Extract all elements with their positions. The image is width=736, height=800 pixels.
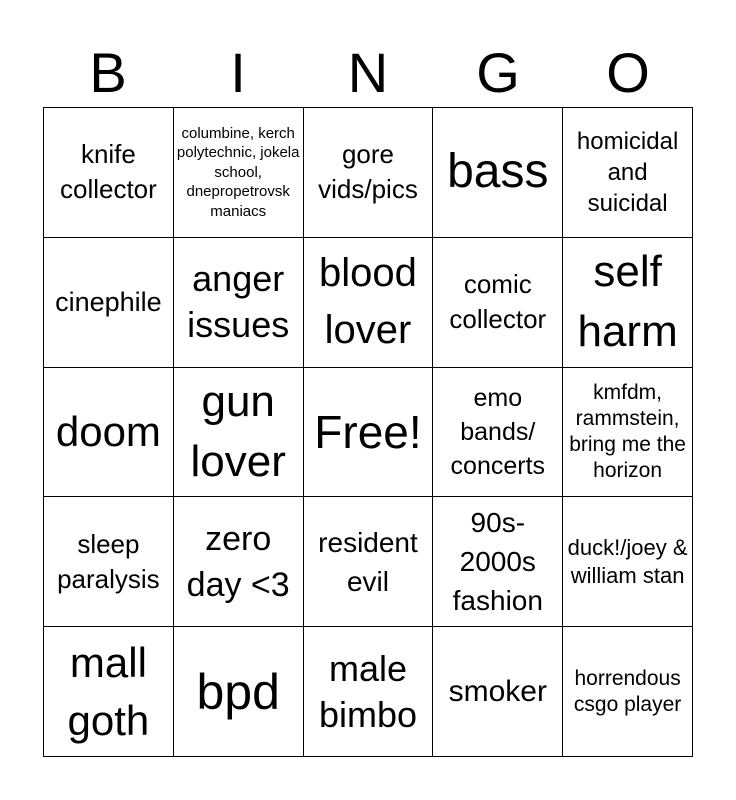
bingo-cell[interactable] — [563, 108, 693, 238]
bingo-cell[interactable] — [304, 627, 434, 757]
bingo-cell[interactable] — [563, 627, 693, 757]
bingo-cell[interactable] — [304, 497, 434, 627]
cell-text: kmfdm, rammstein, bring me the horizon — [569, 380, 686, 482]
cell-text: blood lover — [319, 251, 417, 353]
bingo-cell[interactable] — [174, 497, 304, 627]
bingo-cell[interactable] — [563, 368, 693, 498]
bingo-cell[interactable] — [433, 238, 563, 368]
header-letter-g: G — [476, 41, 520, 104]
bingo-cell[interactable] — [304, 238, 434, 368]
cell-text: horrendous csgo player — [573, 666, 682, 716]
cell-text: self harm — [577, 247, 678, 357]
bingo-cell[interactable] — [174, 368, 304, 498]
cell-text: bpd — [196, 663, 280, 720]
cell-text: knife collector — [59, 139, 157, 205]
cell-text: anger issues — [187, 258, 290, 346]
cell-text: gun lover — [190, 376, 286, 486]
bingo-cell[interactable] — [44, 368, 174, 498]
bingo-cell[interactable] — [44, 238, 174, 368]
bingo-cell[interactable] — [44, 627, 174, 757]
cell-text: emo bands/ concerts — [450, 383, 546, 480]
cell-text: smoker — [448, 674, 547, 708]
header-letter-n: N — [347, 41, 389, 104]
cell-text: male bimbo — [318, 647, 418, 735]
bingo-cell[interactable] — [174, 108, 304, 238]
cell-text: comic collector — [449, 269, 547, 335]
cell-text: Free! — [314, 405, 422, 458]
cell-text: mall goth — [67, 638, 150, 744]
bingo-cell[interactable] — [44, 497, 174, 627]
bingo-cell[interactable] — [304, 108, 434, 238]
bingo-grid — [43, 107, 693, 757]
header-letter-b: B — [89, 41, 127, 104]
cell-text: cinephile — [55, 287, 162, 318]
bingo-cell[interactable] — [433, 497, 563, 627]
bingo-cell[interactable] — [433, 368, 563, 498]
cell-text: homicidal and suicidal — [576, 127, 679, 217]
cell-text: 90s-2000s fashion — [452, 507, 543, 617]
cell-text: resident evil — [318, 526, 418, 597]
cell-text: duck!/joey & william stan — [567, 534, 688, 588]
bingo-cell[interactable] — [44, 108, 174, 238]
cell-text: columbine, kerch polytechnic, jokela school, dnepropetrovsk maniacs — [176, 124, 300, 220]
cell-text: sleep paralysis — [57, 528, 160, 594]
bingo-cell[interactable] — [433, 627, 563, 757]
header-letter-o: O — [606, 41, 650, 104]
bingo-header — [43, 40, 693, 106]
header-letter-i: I — [230, 41, 246, 104]
bingo-cell[interactable] — [563, 497, 693, 627]
bingo-cell[interactable] — [174, 238, 304, 368]
cell-text: gore vids/pics — [318, 139, 418, 205]
cell-text: doom — [55, 407, 161, 455]
bingo-cell[interactable] — [563, 238, 693, 368]
cell-text: zero day <3 — [186, 519, 290, 604]
cell-text: bass — [447, 145, 549, 199]
free-space[interactable] — [304, 368, 434, 498]
bingo-cell[interactable] — [174, 627, 304, 757]
bingo-cell[interactable] — [433, 108, 563, 238]
